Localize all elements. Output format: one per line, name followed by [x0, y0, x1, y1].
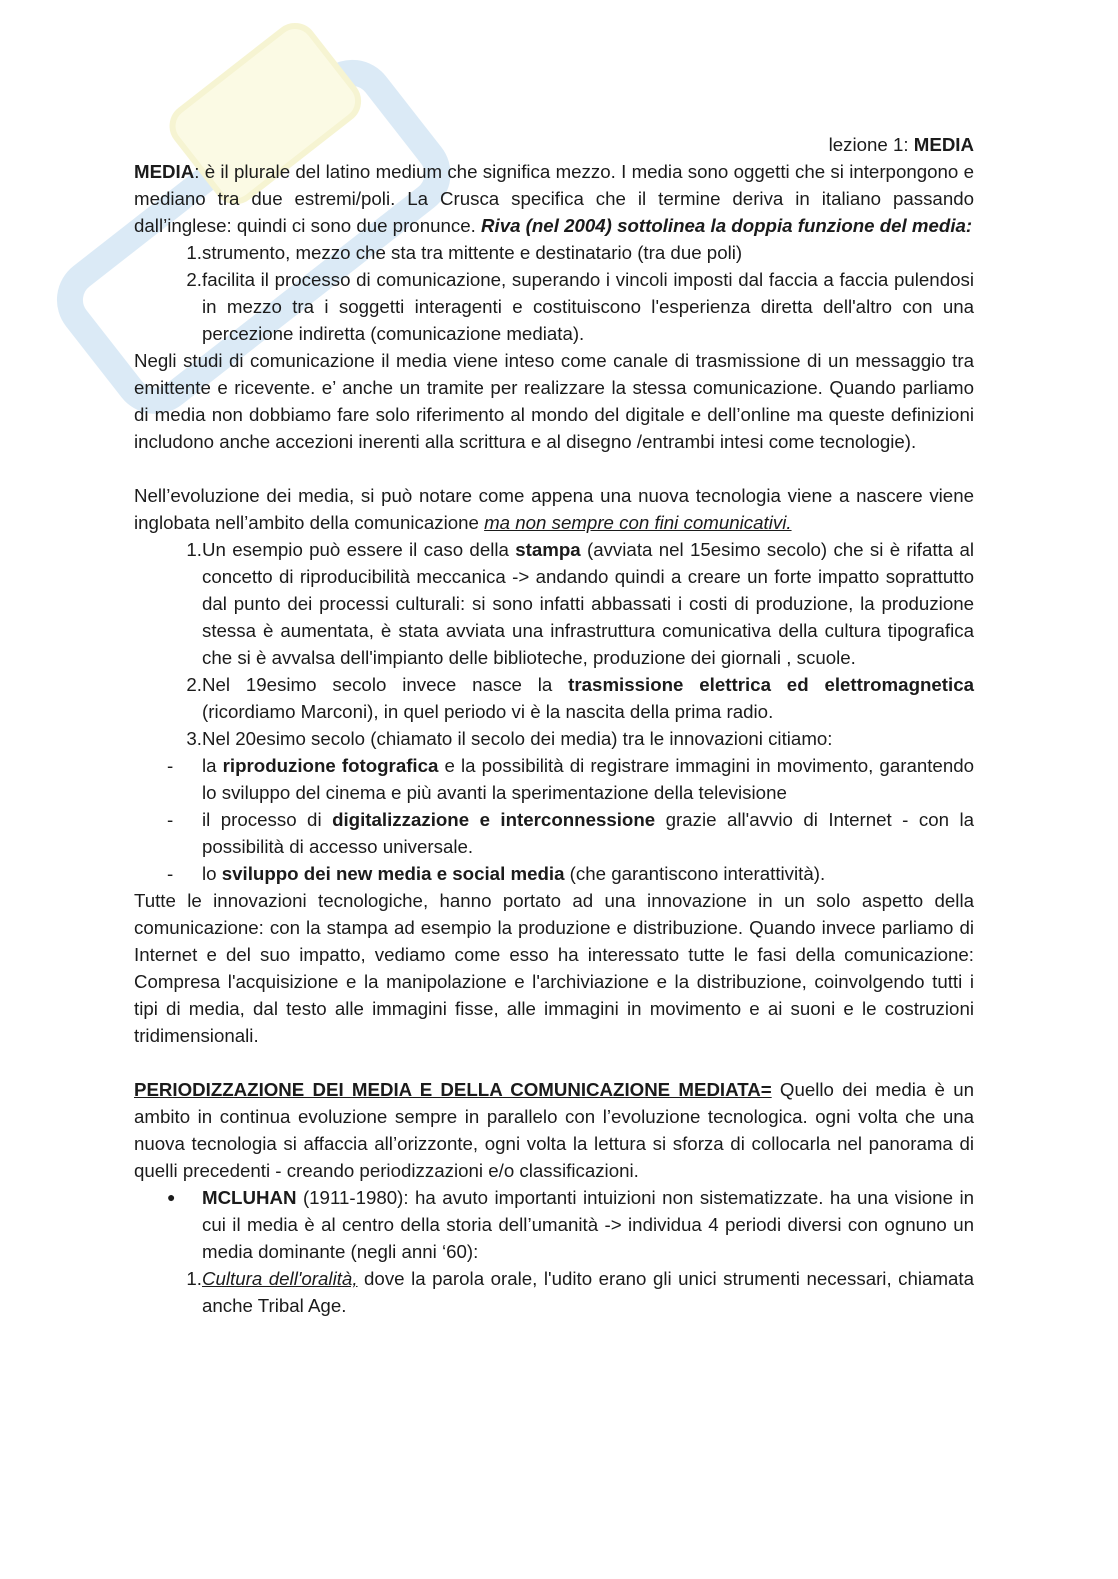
- list-item: 2. Nel 19esimo secolo invece nasce la trasmissione elettrica ed elettromagnetica (ricordiamo Marconi), in quel periodo vi è la nascita della prima radio.: [186, 674, 974, 722]
- paragraph-definition: MEDIA: è il plurale del latino medium che significa mezzo. I media sono oggetti che si interpongono e mediano tra due estremi/poli. La Crusca specifica che il termine deriva in italiano passando dall’inglese: quindi ci sono due pronunce. Riva (nel 2004) sottolinea la doppia funzione del media:: [134, 161, 974, 236]
- list-item: 2. facilita il processo di comunicazione, superando i vincoli imposti dal faccia a faccia pulendosi in mezzo tra i soggetti interagenti e costituiscono l'esperienza diretta dell'altro con una percezione indiretta (comunicazione mediata).: [186, 269, 974, 344]
- lesson-prefix: lezione 1:: [828, 134, 909, 155]
- list-item: 1. Un esempio può essere il caso della stampa (avviata nel 15esimo secolo) che si è rifatta al concetto di riproducibilità meccanica -> andando quindi a creare un forte impatto soprattutto dal punto dei processi culturali: si sono infatti abbassati i costi di produzione, la produzione stessa è aumentata, è stata avviata una infrastruttura comunicativa della cultura tipografica che si è avvalsa dell'impianto delle biblioteche, produzione dei giornali , scuole.: [186, 539, 974, 668]
- paragraph-innovations: Tutte le innovazioni tecnologiche, hanno portato ad una innovazione in un solo aspetto della comunicazione: con la stampa ad esempio la produzione e distribuzione. Quando invece parliamo di Internet e del suo impatto, vediamo come esso ha interessato tutte le fasi della comunicazione: Compresa l'acquisizione e la manipolazione e l'archiviazione e la distribuzione, coinvolgendo tutti i tipi di media, dal testo alle immagini fisse, alle immagini in movimento e ai suoni e le costruzioni tridimensionali.: [134, 890, 974, 1046]
- numbered-list-history: [134, 536, 974, 752]
- numbered-list-functions: [134, 239, 974, 347]
- lesson-title: MEDIA: [913, 134, 974, 155]
- lesson-heading: [134, 131, 974, 158]
- list-item: 1. Cultura dell'oralità, dove la parola orale, l'udito erano gli unici strumenti necessari, chiamata anche Tribal Age.: [186, 1268, 974, 1316]
- list-item: - lo sviluppo dei new media e social media (che garantiscono interattività).: [167, 863, 826, 884]
- term-media: MEDIA: [134, 161, 195, 182]
- list-item: - il processo di digitalizzazione e interconnessione grazie all'avvio di Internet - con la possibilità di accesso universale.: [167, 809, 974, 857]
- periodization-heading: PERIODIZZAZIONE DEI MEDIA E DELLA COMUNICAZIONE MEDIATA=: [134, 1079, 772, 1100]
- riva-emphasis: Riva (nel 2004) sottolinea la doppia funzione del media:: [481, 215, 973, 236]
- bullet-icon: ●: [167, 1189, 176, 1205]
- paragraph-communication-studies: Negli studi di comunicazione il media viene inteso come canale di trasmissione di un messaggio tra emittente e ricevente. e’ anche un tramite per realizzare la stessa comunicazione. Quando parliamo di media non dobbiamo fare solo riferimento al mondo del digitale e dell’online ma queste definizioni includono anche accezioni inerenti alla scrittura e al disegno /entrambi intesi come tecnologie).: [134, 350, 974, 452]
- paragraph-evolution: Nell’evoluzione dei media, si può notare come appena una nuova tecnologia viene a nascere viene inglobata nell’ambito della comunicazione ma non sempre con fini comunicativi.: [134, 485, 974, 533]
- list-item: 3. Nel 20esimo secolo (chiamato il secolo dei media) tra le innovazioni citiamo:: [186, 728, 833, 749]
- list-item: 1. strumento, mezzo che sta tra mittente e destinatario (tra due poli): [186, 242, 743, 263]
- list-item: - la riproduzione fotografica e la possibilità di registrare immagini in movimento, garantendo lo sviluppo del cinema e più avanti la sperimentazione della televisione: [167, 755, 974, 803]
- dash-list-innovations: [134, 752, 974, 887]
- bullet-mcluhan: ● MCLUHAN (1911-1980): ha avuto importanti intuizioni non sistematizzate. ha una visione in cui il media è al centro della storia dell’umanità -> individua 4 periodi diversi con ognuno un media dominante (negli anni ‘60):: [134, 1184, 974, 1265]
- paragraph-periodization: PERIODIZZAZIONE DEI MEDIA E DELLA COMUNICAZIONE MEDIATA= Quello dei media è un ambito in continua evoluzione sempre in parallelo con l’evoluzione tecnologica. ogni volta che una nuova tecnologia si affaccia all’orizzonte, ogni volta la lettura si sforza di collocarla nel panorama di quelli precedenti - creando periodizzazioni e/o classificazioni.: [134, 1079, 974, 1181]
- evolution-emphasis: ma non sempre con fini comunicativi.: [484, 512, 792, 533]
- document-page: [134, 131, 974, 1319]
